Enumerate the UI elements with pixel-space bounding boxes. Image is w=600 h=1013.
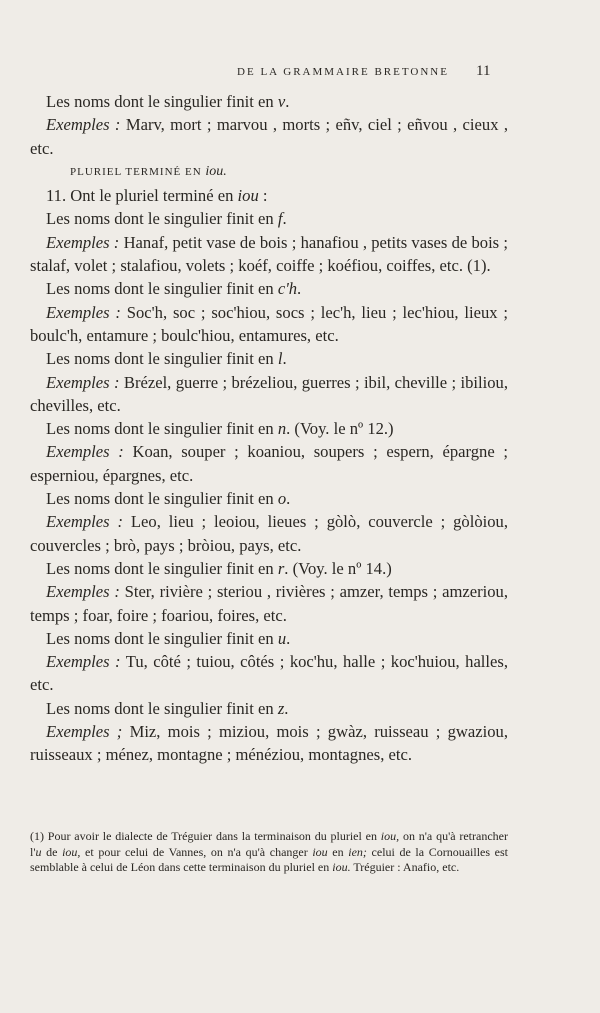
running-header: DE LA GRAMMAIRE BRETONNE — [237, 66, 449, 78]
example-paragraph: Exemples : Koan, souper ; koaniou, soupers ; espern, épargne ; esperniou, épargnes, etc. — [30, 442, 508, 485]
rule-paragraph: Les noms dont le singulier finit en l. — [46, 349, 287, 369]
example-paragraph: Exemples : Soc'h, soc ; soc'hiou, socs ; lec'h, lieu ; lec'hiou, lieux ; boulc'h, entamure ; boulc'hiou, entamures, etc. — [30, 302, 508, 345]
rule-paragraph: Les noms dont le singulier finit en u. — [46, 628, 291, 648]
rule-paragraph: Les noms dont le singulier finit en r. (Voy. le nº 14.) — [46, 558, 392, 578]
rule-paragraph: Les noms dont le singulier finit en f. — [46, 209, 287, 229]
rule-paragraph: 11. Ont le pluriel terminé en iou : — [46, 186, 268, 206]
rule-paragraph: Les noms dont le singulier finit en v. — [46, 92, 290, 111]
page-body — [30, 90, 508, 767]
footnote-text: (1) Pour avoir le dialecte de Tréguier dans la terminaison du pluriel en iou, on n'a qu'à retrancher l'u de iou, et pour celui de Vannes, on n'a qu'à changer iou en ien; celui de la Cornouailles est semblable à celui de Léon dans cette terminaison du pluriel en iou. Tréguier : Anafio, etc. — [30, 829, 508, 875]
example-paragraph: Exemples : Marv, mort ; marvou , morts ; eñv, ciel ; eñvou , cieux , etc. — [30, 115, 508, 158]
example-paragraph: Exemples : Brézel, guerre ; brézeliou, guerres ; ibil, cheville ; ibiliou, chevilles, etc. — [30, 372, 508, 415]
example-paragraph: Exemples : Hanaf, petit vase de bois ; hanafiou , petits vases de bois ; stalaf, volet ; stalafiou, volets ; koéf, coiffe ; koéfiou, coiffes, etc. (1). — [30, 232, 508, 276]
rule-paragraph: Les noms dont le singulier finit en o. — [46, 489, 291, 509]
example-paragraph: Exemples ; Miz, mois ; miziou, mois ; gwàz, ruisseau ; gwaziou, ruisseaux ; ménez, montagne ; ménéziou, montagnes, etc. — [30, 722, 508, 765]
example-paragraph: Exemples : Ster, rivière ; steriou , rivières ; amzer, temps ; amzeriou, temps ; foar, foire ; foariou, foires, etc. — [30, 582, 508, 625]
example-paragraph: Exemples : Tu, côté ; tuiou, côtés ; koc'hu, halle ; koc'huiou, halles, etc. — [30, 652, 509, 695]
page-number: 11 — [476, 63, 491, 79]
section-subheading: PLURIEL TERMINÉ EN iou. — [70, 163, 227, 179]
rule-paragraph: Les noms dont le singulier finit en c'h. — [46, 279, 302, 299]
footnote — [30, 829, 508, 876]
example-paragraph: Exemples : Leo, lieu ; leoiou, lieues ; gòlò, couvercle ; gòlòiou, couvercles ; brò, pays ; bròiou, pays, etc. — [30, 512, 508, 555]
rule-paragraph: Les noms dont le singulier finit en n. (Voy. le nº 12.) — [46, 419, 394, 439]
rule-paragraph: Les noms dont le singulier finit en z. — [46, 698, 289, 718]
